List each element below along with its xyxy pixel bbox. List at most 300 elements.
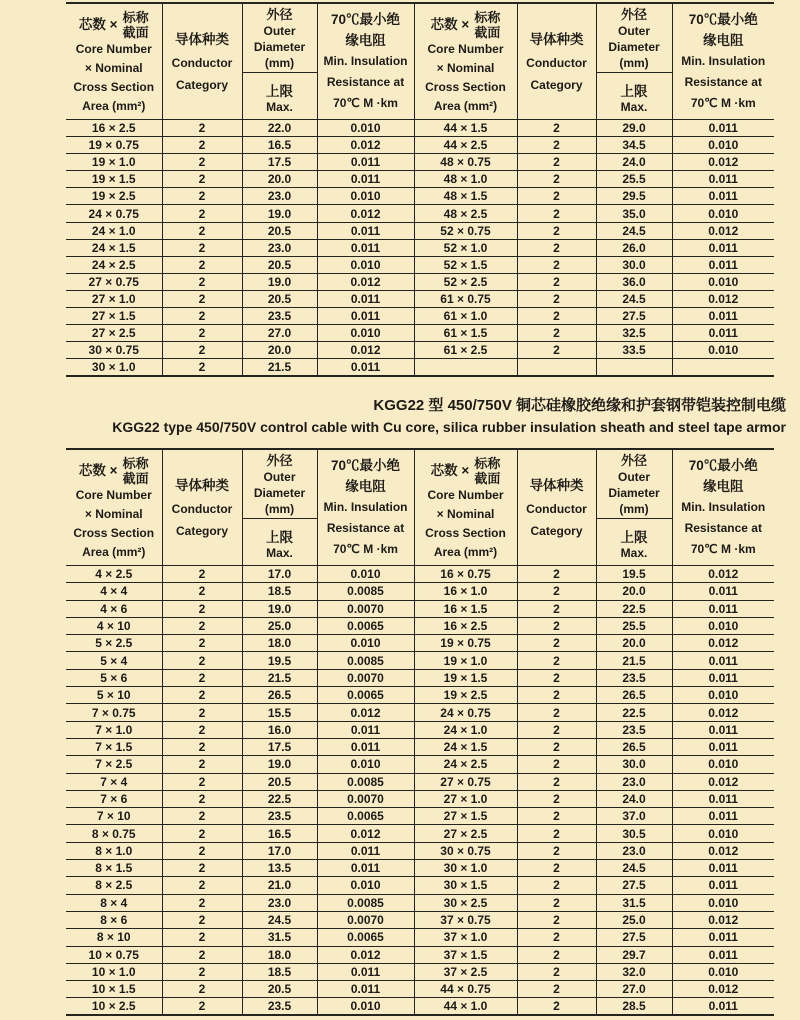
conductor-category-cell: 2 xyxy=(517,877,596,894)
outer-diameter-cell: 20.5 xyxy=(242,222,317,239)
table-row xyxy=(66,566,774,583)
insulation-resistance-cell: 0.010 xyxy=(317,188,414,205)
table-row xyxy=(66,239,774,256)
core-size-cell: 10 × 1.5 xyxy=(66,981,162,998)
conductor-category-cell: 2 xyxy=(162,687,242,704)
outer-diameter-cell: 25.5 xyxy=(596,617,672,634)
outer-diameter-cell: 24.5 xyxy=(596,222,672,239)
core-header-chinese xyxy=(66,10,162,40)
spec-table-top xyxy=(66,2,774,377)
col-header-min-insulation-resistance-right xyxy=(672,449,774,566)
spec-table-bottom-body xyxy=(66,566,774,1016)
insulation-resistance-cell: 0.011 xyxy=(317,721,414,738)
outer-diameter-cell: 20.0 xyxy=(596,635,672,652)
diameter-header-english-line: (mm) xyxy=(264,502,295,516)
core-header-english-line: Cross Section xyxy=(73,79,155,94)
insulation-resistance-cell: 0.011 xyxy=(672,808,774,825)
table-row xyxy=(66,738,774,755)
conductor-category-cell: 2 xyxy=(517,325,596,342)
conductor-category-cell: 2 xyxy=(517,239,596,256)
resistance-header-english-line: Min. Insulation xyxy=(323,54,408,68)
insulation-resistance-cell: 0.011 xyxy=(317,222,414,239)
outer-diameter-cell: 30.0 xyxy=(596,756,672,773)
core-header-english-line: × Nominal xyxy=(436,60,495,75)
conductor-category-cell: 2 xyxy=(162,981,242,998)
insulation-resistance-cell: 0.011 xyxy=(672,239,774,256)
outer-diameter-cell: 29.0 xyxy=(596,120,672,137)
core-header-english-line: Core Number xyxy=(75,41,152,56)
insulation-resistance-cell: 0.011 xyxy=(317,981,414,998)
table-row xyxy=(66,825,774,842)
col-header-conductor-category-right xyxy=(517,449,596,566)
insulation-resistance-cell: 0.0070 xyxy=(317,911,414,928)
table-row xyxy=(66,669,774,686)
conductor-category-cell: 2 xyxy=(162,998,242,1015)
diameter-header-english-line: (mm) xyxy=(619,56,649,70)
insulation-resistance-cell: 0.011 xyxy=(672,583,774,600)
insulation-resistance-cell: 0.010 xyxy=(317,877,414,894)
conductor-category-cell: 2 xyxy=(517,120,596,137)
core-zh-bottom: 截面 xyxy=(122,470,149,486)
diameter-header-english-line: Diameter xyxy=(608,486,660,500)
outer-diameter-cell: 19.0 xyxy=(242,205,317,222)
outer-diameter-cell: 23.0 xyxy=(242,188,317,205)
conductor-category-cell: 2 xyxy=(517,738,596,755)
core-zh-top: 标称 xyxy=(474,9,501,25)
outer-diameter-cell: 20.5 xyxy=(242,256,317,273)
core-size-cell: 61 × 1.5 xyxy=(414,325,517,342)
insulation-resistance-cell: 0.0070 xyxy=(317,790,414,807)
insulation-resistance-cell: 0.012 xyxy=(672,981,774,998)
outer-diameter-cell: 18.5 xyxy=(242,963,317,980)
conductor-category-cell: 2 xyxy=(162,704,242,721)
conductor-category-cell: 2 xyxy=(517,188,596,205)
core-header-english-line: × Nominal xyxy=(84,60,143,75)
table-row xyxy=(66,342,774,359)
conductor-category-cell: 2 xyxy=(162,188,242,205)
section-title-chinese: KGG22 型 450/750V 铜芯硅橡胶绝缘和护套钢带铠装控制电缆 xyxy=(373,397,786,414)
insulation-resistance-cell: 0.0085 xyxy=(317,583,414,600)
insulation-resistance-cell: 0.012 xyxy=(317,946,414,963)
core-header-english-line: Area (mm²) xyxy=(433,98,498,113)
outer-diameter-cell: 21.0 xyxy=(242,877,317,894)
outer-diameter-cell: 22.0 xyxy=(242,120,317,137)
conductor-category-cell: 2 xyxy=(517,137,596,154)
insulation-resistance-cell: 0.010 xyxy=(672,894,774,911)
core-header-english-line: Area (mm²) xyxy=(433,544,498,559)
insulation-resistance-cell: 0.012 xyxy=(317,825,414,842)
table-row xyxy=(66,652,774,669)
core-zh-prefix: 芯数 × xyxy=(430,463,470,478)
core-zh-bottom: 截面 xyxy=(474,24,501,40)
core-size-cell: 8 × 1.5 xyxy=(66,860,162,877)
conductor-header-english-line: Category xyxy=(530,523,583,538)
conductor-category-cell: 2 xyxy=(162,600,242,617)
spec-table-top-body xyxy=(66,120,774,376)
insulation-resistance-cell: 0.0065 xyxy=(317,617,414,634)
core-size-cell: 61 × 0.75 xyxy=(414,290,517,307)
core-zh-prefix: 芯数 × xyxy=(78,17,118,32)
max-header-chinese: 上限 xyxy=(266,529,293,545)
conductor-category-cell: 2 xyxy=(162,566,242,583)
conductor-header-english-line: Conductor xyxy=(526,55,587,70)
insulation-resistance-cell: 0.010 xyxy=(672,687,774,704)
conductor-category-cell: 2 xyxy=(517,808,596,825)
core-size-cell: 5 × 4 xyxy=(66,652,162,669)
table-row xyxy=(66,583,774,600)
outer-diameter-cell: 17.0 xyxy=(242,842,317,859)
core-zh-bottom: 截面 xyxy=(122,24,149,40)
table-row xyxy=(66,308,774,325)
conductor-category-cell: 2 xyxy=(517,635,596,652)
conductor-category-cell: 2 xyxy=(517,825,596,842)
core-size-cell: 30 × 1.5 xyxy=(414,877,517,894)
conductor-category-cell: 2 xyxy=(162,120,242,137)
core-size-cell: 44 × 1.5 xyxy=(414,120,517,137)
core-size-cell: 27 × 1.5 xyxy=(66,308,162,325)
max-header-english: Max. xyxy=(266,545,293,560)
conductor-category-cell: 2 xyxy=(517,704,596,721)
core-size-cell: 44 × 2.5 xyxy=(414,137,517,154)
outer-diameter-cell: 35.0 xyxy=(596,205,672,222)
outer-diameter-cell: 23.0 xyxy=(596,773,672,790)
outer-diameter-cell: 36.0 xyxy=(596,273,672,290)
conductor-category-cell: 2 xyxy=(517,721,596,738)
core-zh-top: 标称 xyxy=(474,455,501,471)
table-row xyxy=(66,808,774,825)
conductor-category-cell: 2 xyxy=(162,256,242,273)
core-size-cell: 27 × 1.0 xyxy=(414,790,517,807)
outer-diameter-cell: 31.5 xyxy=(242,929,317,946)
insulation-resistance-cell: 0.0065 xyxy=(317,687,414,704)
diameter-header-english-line: (mm) xyxy=(264,56,295,70)
insulation-resistance-cell: 0.011 xyxy=(672,721,774,738)
outer-diameter-cell: 19.0 xyxy=(242,756,317,773)
core-size-cell: 24 × 1.5 xyxy=(414,738,517,755)
table-row xyxy=(66,635,774,652)
core-size-cell: 7 × 1.0 xyxy=(66,721,162,738)
core-header-english-line: Core Number xyxy=(427,41,504,56)
insulation-resistance-cell: 0.011 xyxy=(672,946,774,963)
core-size-cell: 19 × 2.5 xyxy=(414,687,517,704)
conductor-category-cell: 2 xyxy=(517,998,596,1015)
outer-diameter-cell: 17.0 xyxy=(242,566,317,583)
core-size-cell: 7 × 4 xyxy=(66,773,162,790)
core-size-cell: 7 × 0.75 xyxy=(66,704,162,721)
resistance-header-chinese-line: 70℃最小绝 xyxy=(330,458,401,473)
insulation-resistance-cell: 0.010 xyxy=(317,256,414,273)
col-header-core-number-left xyxy=(66,449,162,566)
insulation-resistance-cell: 0.0065 xyxy=(317,808,414,825)
table-row xyxy=(66,894,774,911)
max-header-chinese: 上限 xyxy=(620,83,648,99)
resistance-header-chinese-line: 缘电阻 xyxy=(345,479,386,494)
conductor-category-cell: 2 xyxy=(162,721,242,738)
core-zh-top: 标称 xyxy=(122,9,149,25)
table-row xyxy=(66,842,774,859)
core-size-cell: 30 × 0.75 xyxy=(66,342,162,359)
insulation-resistance-cell: 0.011 xyxy=(317,308,414,325)
conductor-category-cell: 2 xyxy=(517,290,596,307)
insulation-resistance-cell: 0.011 xyxy=(672,877,774,894)
outer-diameter-cell: 20.5 xyxy=(242,773,317,790)
section-title xyxy=(0,395,786,438)
insulation-resistance-cell: 0.012 xyxy=(672,222,774,239)
core-size-cell: 24 × 1.5 xyxy=(66,239,162,256)
insulation-resistance-cell: 0.012 xyxy=(672,911,774,928)
outer-diameter-cell: 27.0 xyxy=(242,325,317,342)
insulation-resistance-cell: 0.011 xyxy=(317,738,414,755)
table-row xyxy=(66,911,774,928)
core-size-cell: 44 × 0.75 xyxy=(414,981,517,998)
outer-diameter-cell: 23.5 xyxy=(596,669,672,686)
conductor-category-cell: 2 xyxy=(517,154,596,171)
core-size-cell: 4 × 2.5 xyxy=(66,566,162,583)
max-header-english: Max. xyxy=(620,99,648,114)
conductor-category-cell: 2 xyxy=(162,842,242,859)
outer-diameter-cell: 31.5 xyxy=(596,894,672,911)
table-row xyxy=(66,790,774,807)
insulation-resistance-cell: 0.011 xyxy=(317,239,414,256)
table-row xyxy=(66,137,774,154)
conductor-category-cell: 2 xyxy=(162,239,242,256)
conductor-header-english-line: Category xyxy=(175,77,228,92)
conductor-category-cell: 2 xyxy=(517,842,596,859)
insulation-resistance-cell: 0.011 xyxy=(317,860,414,877)
col-header-core-number-right xyxy=(414,3,517,120)
col-header-outer-diameter-right xyxy=(596,3,672,73)
core-size-cell: 37 × 2.5 xyxy=(414,963,517,980)
resistance-header-english-line: 70℃ M ·km xyxy=(690,542,756,556)
diameter-header-chinese: 外径 xyxy=(620,453,647,468)
core-zh-bottom: 截面 xyxy=(474,470,501,486)
core-size-cell: 27 × 1.0 xyxy=(66,290,162,307)
section-title-english: KGG22 type 450/750V control cable with Cu core, silica rubber insulation sheath and steel tape armor xyxy=(112,419,786,435)
col-header-outer-diameter-left xyxy=(242,3,317,73)
conductor-category-cell: 2 xyxy=(517,308,596,325)
insulation-resistance-cell: 0.010 xyxy=(672,205,774,222)
outer-diameter-cell: 20.0 xyxy=(242,342,317,359)
outer-diameter-cell: 25.5 xyxy=(596,171,672,188)
core-size-cell: 16 × 1.0 xyxy=(414,583,517,600)
core-zh-prefix: 芯数 × xyxy=(430,17,470,32)
outer-diameter-cell: 28.5 xyxy=(596,998,672,1015)
core-header-english-line: × Nominal xyxy=(436,506,495,521)
insulation-resistance-cell xyxy=(672,359,774,376)
core-size-cell: 24 × 0.75 xyxy=(66,205,162,222)
core-zh-stack xyxy=(474,456,500,486)
core-size-cell: 52 × 1.0 xyxy=(414,239,517,256)
conductor-category-cell: 2 xyxy=(517,911,596,928)
core-size-cell: 4 × 4 xyxy=(66,583,162,600)
conductor-category-cell: 2 xyxy=(162,154,242,171)
header-row-main xyxy=(66,3,774,73)
table-row xyxy=(66,998,774,1015)
conductor-category-cell: 2 xyxy=(162,911,242,928)
conductor-category-cell: 2 xyxy=(517,773,596,790)
insulation-resistance-cell: 0.012 xyxy=(672,773,774,790)
col-header-max-limit-right xyxy=(596,73,672,120)
insulation-resistance-cell: 0.012 xyxy=(672,842,774,859)
table-row xyxy=(66,981,774,998)
core-size-cell: 61 × 1.0 xyxy=(414,308,517,325)
outer-diameter-cell: 29.5 xyxy=(596,188,672,205)
max-header-english: Max. xyxy=(620,545,648,560)
resistance-header-chinese-line: 缘电阻 xyxy=(703,33,744,48)
insulation-resistance-cell: 0.010 xyxy=(672,137,774,154)
conductor-category-cell: 2 xyxy=(517,669,596,686)
core-size-cell: 61 × 2.5 xyxy=(414,342,517,359)
insulation-resistance-cell: 0.0065 xyxy=(317,929,414,946)
diameter-header-english-line: Diameter xyxy=(253,486,306,500)
conductor-category-cell: 2 xyxy=(162,773,242,790)
conductor-category-cell: 2 xyxy=(162,894,242,911)
table-row xyxy=(66,154,774,171)
outer-diameter-cell: 21.5 xyxy=(242,359,317,376)
insulation-resistance-cell: 0.012 xyxy=(672,704,774,721)
conductor-category-cell: 2 xyxy=(162,583,242,600)
outer-diameter-cell: 30.5 xyxy=(596,825,672,842)
conductor-category-cell: 2 xyxy=(162,825,242,842)
core-size-cell: 5 × 2.5 xyxy=(66,635,162,652)
table-row xyxy=(66,877,774,894)
core-zh-prefix: 芯数 × xyxy=(78,463,118,478)
table-row xyxy=(66,704,774,721)
table-row xyxy=(66,325,774,342)
core-size-cell: 27 × 0.75 xyxy=(414,773,517,790)
outer-diameter-cell: 20.0 xyxy=(596,583,672,600)
outer-diameter-cell: 26.5 xyxy=(242,687,317,704)
conductor-category-cell: 2 xyxy=(162,137,242,154)
insulation-resistance-cell: 0.010 xyxy=(672,963,774,980)
table-row xyxy=(66,929,774,946)
outer-diameter-cell: 32.5 xyxy=(596,325,672,342)
outer-diameter-cell: 24.5 xyxy=(596,860,672,877)
core-size-cell: 16 × 1.5 xyxy=(414,600,517,617)
insulation-resistance-cell: 0.011 xyxy=(672,256,774,273)
insulation-resistance-cell: 0.012 xyxy=(317,205,414,222)
core-size-cell: 16 × 2.5 xyxy=(414,617,517,634)
conductor-category-cell: 2 xyxy=(162,308,242,325)
core-size-cell: 52 × 1.5 xyxy=(414,256,517,273)
outer-diameter-cell: 20.0 xyxy=(242,171,317,188)
insulation-resistance-cell: 0.012 xyxy=(672,154,774,171)
insulation-resistance-cell: 0.011 xyxy=(672,120,774,137)
core-size-cell: 10 × 0.75 xyxy=(66,946,162,963)
outer-diameter-cell: 23.5 xyxy=(242,998,317,1015)
insulation-resistance-cell: 0.0085 xyxy=(317,894,414,911)
col-header-core-number-left xyxy=(66,3,162,120)
outer-diameter-cell: 18.5 xyxy=(242,583,317,600)
conductor-category-cell: 2 xyxy=(517,273,596,290)
col-header-conductor-category-left xyxy=(162,3,242,120)
insulation-resistance-cell: 0.010 xyxy=(672,756,774,773)
outer-diameter-cell: 23.5 xyxy=(596,721,672,738)
core-size-cell: 7 × 6 xyxy=(66,790,162,807)
conductor-category-cell: 2 xyxy=(517,205,596,222)
conductor-category-cell: 2 xyxy=(162,963,242,980)
outer-diameter-cell: 37.0 xyxy=(596,808,672,825)
outer-diameter-cell: 19.5 xyxy=(596,566,672,583)
outer-diameter-cell: 23.0 xyxy=(596,842,672,859)
insulation-resistance-cell: 0.012 xyxy=(317,704,414,721)
conductor-category-cell: 2 xyxy=(517,342,596,359)
table-row xyxy=(66,171,774,188)
conductor-category-cell: 2 xyxy=(162,877,242,894)
resistance-header-chinese-line: 70℃最小绝 xyxy=(330,12,401,27)
insulation-resistance-cell: 0.012 xyxy=(672,566,774,583)
insulation-resistance-cell: 0.011 xyxy=(672,738,774,755)
conductor-category-cell: 2 xyxy=(162,738,242,755)
conductor-category-cell: 2 xyxy=(162,273,242,290)
insulation-resistance-cell: 0.011 xyxy=(672,188,774,205)
conductor-category-cell: 2 xyxy=(162,359,242,376)
header-row-main xyxy=(66,449,774,519)
core-size-cell: 24 × 1.0 xyxy=(66,222,162,239)
core-size-cell: 24 × 1.0 xyxy=(414,721,517,738)
core-header-chinese xyxy=(66,456,162,486)
conductor-category-cell: 2 xyxy=(517,222,596,239)
core-header-english-line: Cross Section xyxy=(73,525,155,540)
conductor-category-cell: 2 xyxy=(162,342,242,359)
insulation-resistance-cell: 0.010 xyxy=(317,325,414,342)
conductor-category-cell: 2 xyxy=(517,929,596,946)
spec-table-bottom xyxy=(66,448,774,1016)
outer-diameter-cell: 20.5 xyxy=(242,290,317,307)
core-size-cell xyxy=(414,359,517,376)
outer-diameter-cell: 25.0 xyxy=(242,617,317,634)
core-size-cell: 7 × 2.5 xyxy=(66,756,162,773)
insulation-resistance-cell: 0.011 xyxy=(317,963,414,980)
outer-diameter-cell: 23.0 xyxy=(242,239,317,256)
resistance-header-english-line: Resistance at xyxy=(684,521,762,535)
conductor-category-cell: 2 xyxy=(162,617,242,634)
core-size-cell: 48 × 2.5 xyxy=(414,205,517,222)
core-size-cell: 8 × 2.5 xyxy=(66,877,162,894)
core-header-chinese xyxy=(415,456,517,486)
core-size-cell: 10 × 1.0 xyxy=(66,963,162,980)
col-header-min-insulation-resistance-left xyxy=(317,449,414,566)
core-header-english-line: Area (mm²) xyxy=(82,544,146,559)
spec-table-top-header xyxy=(66,3,774,120)
outer-diameter-cell: 19.5 xyxy=(242,652,317,669)
conductor-category-cell xyxy=(517,359,596,376)
conductor-category-cell: 2 xyxy=(162,635,242,652)
insulation-resistance-cell: 0.0085 xyxy=(317,773,414,790)
outer-diameter-cell: 27.5 xyxy=(596,929,672,946)
outer-diameter-cell: 21.5 xyxy=(242,669,317,686)
insulation-resistance-cell: 0.011 xyxy=(672,652,774,669)
insulation-resistance-cell: 0.011 xyxy=(317,842,414,859)
insulation-resistance-cell: 0.011 xyxy=(317,171,414,188)
insulation-resistance-cell: 0.010 xyxy=(317,998,414,1015)
core-size-cell: 16 × 2.5 xyxy=(66,120,162,137)
insulation-resistance-cell: 0.010 xyxy=(672,825,774,842)
insulation-resistance-cell: 0.010 xyxy=(672,273,774,290)
insulation-resistance-cell: 0.011 xyxy=(672,600,774,617)
core-size-cell: 4 × 10 xyxy=(66,617,162,634)
core-size-cell: 16 × 0.75 xyxy=(414,566,517,583)
outer-diameter-cell: 20.5 xyxy=(242,981,317,998)
insulation-resistance-cell: 0.010 xyxy=(317,756,414,773)
conductor-category-cell: 2 xyxy=(162,756,242,773)
outer-diameter-cell: 24.0 xyxy=(596,790,672,807)
core-size-cell: 19 × 1.5 xyxy=(66,171,162,188)
insulation-resistance-cell: 0.012 xyxy=(672,635,774,652)
resistance-header-chinese-line: 缘电阻 xyxy=(703,479,744,494)
core-size-cell: 48 × 1.5 xyxy=(414,188,517,205)
conductor-header-chinese: 导体种类 xyxy=(529,31,584,47)
